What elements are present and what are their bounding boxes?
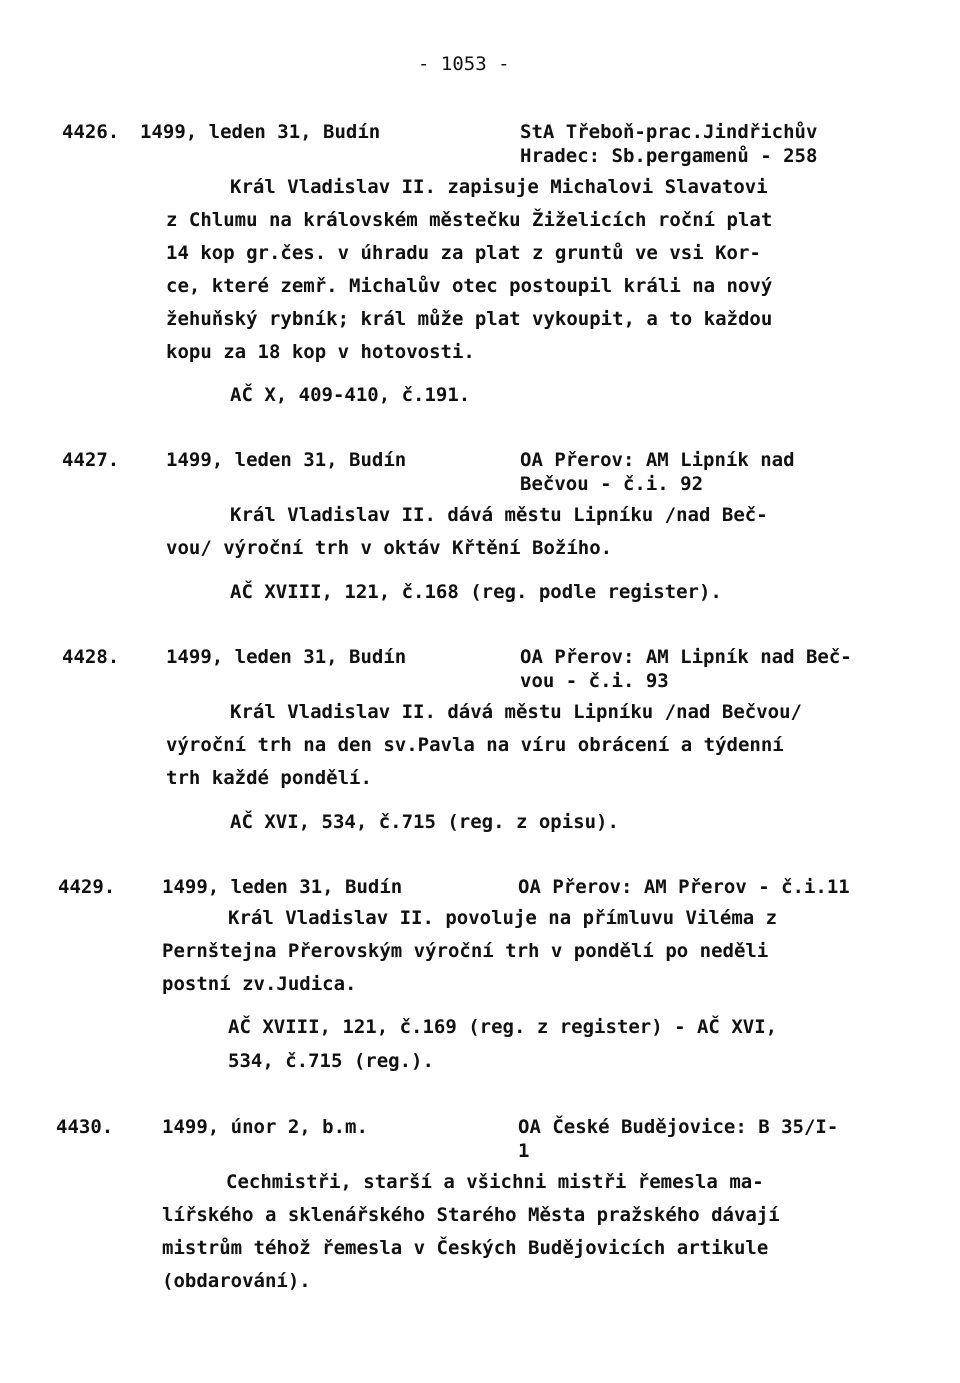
entry-reference: AČ XVIII, 121, č.169 (reg. z register) - AČ XVI, xyxy=(228,1016,778,1038)
entry-text-line: z Chlumu na královském městečku Žiželicích roční plat xyxy=(166,209,773,231)
entry-text-line: (obdarování). xyxy=(162,1270,311,1292)
entry-text-line: 14 kop gr.čes. v úhradu za plat z gruntů ve vsi Kor- xyxy=(166,242,761,264)
entry-date-place: 1499, leden 31, Budín xyxy=(166,449,407,471)
entry-text-line: žehuňský rybník; král může plat vykoupit, a to každou xyxy=(166,308,773,330)
entry-number: 4426. xyxy=(62,121,120,143)
entry-archive-line: 1 xyxy=(518,1140,530,1162)
entry-text-line: postní zv.Judica. xyxy=(162,973,357,995)
entry-text-line: Cechmistři, starší a všichni mistři řemesla ma- xyxy=(226,1171,764,1193)
entry-text-line: Král Vladislav II. dává městu Lipníku /nad Beč- xyxy=(230,504,768,526)
entry-archive-line: StA Třeboň-prac.Jindřichův xyxy=(520,121,818,143)
entry-number: 4428. xyxy=(62,646,120,668)
entry-text-line: Pernštejna Přerovským výroční trh v pondělí po neděli xyxy=(162,940,769,962)
entry-date-place: 1499, únor 2, b.m. xyxy=(162,1116,368,1138)
entry-archive-line: OA Přerov: AM Lipník nad Beč- xyxy=(520,646,852,668)
entry-text-line: lířského a sklenářského Starého Města pražského dávají xyxy=(162,1204,780,1226)
entry-archive-line: vou - č.i. 93 xyxy=(520,670,669,692)
entry-archive-line: OA Přerov: AM Lipník nad xyxy=(520,449,795,471)
page-number: - 1053 - xyxy=(418,53,510,75)
entry-text-line: vou/ výroční trh v oktáv Křtění Božího. xyxy=(166,537,613,559)
entry-reference: 534, č.715 (reg.). xyxy=(228,1050,434,1072)
entry-date-place: 1499, leden 31, Budín xyxy=(140,121,381,143)
entry-reference: AČ XVI, 534, č.715 (reg. z opisu). xyxy=(230,811,619,833)
entry-text-line: kopu za 18 kop v hotovosti. xyxy=(166,341,475,363)
entry-text-line: mistrům téhož řemesla v Českých Budějovicích artikule xyxy=(162,1237,769,1259)
entry-number: 4429. xyxy=(58,876,116,898)
entry-reference: AČ XVIII, 121, č.168 (reg. podle register). xyxy=(230,581,722,603)
entry-archive-line: Hradec: Sb.pergamenů - 258 xyxy=(520,145,818,167)
entry-date-place: 1499, leden 31, Budín xyxy=(162,876,403,898)
entry-archive-line: OA České Budějovice: B 35/I- xyxy=(518,1116,839,1138)
entry-date-place: 1499, leden 31, Budín xyxy=(166,646,407,668)
entry-number: 4427. xyxy=(62,449,120,471)
entry-text-line: Král Vladislav II. zapisuje Michalovi Slavatovi xyxy=(230,176,768,198)
entry-number: 4430. xyxy=(56,1116,114,1138)
entry-archive-line: OA Přerov: AM Přerov - č.i.11 xyxy=(518,876,850,898)
entry-text-line: ce, které zemř. Michalův otec postoupil králi na nový xyxy=(166,275,773,297)
entry-archive-line: Bečvou - č.i. 92 xyxy=(520,473,704,495)
entry-text-line: výroční trh na den sv.Pavla na víru obrácení a týdenní xyxy=(166,734,784,756)
entry-text-line: Král Vladislav II. povoluje na přímluvu Viléma z xyxy=(228,907,778,929)
entry-reference: AČ X, 409-410, č.191. xyxy=(230,384,471,406)
entry-text-line: trh každé pondělí. xyxy=(166,767,372,789)
entry-text-line: Král Vladislav II. dává městu Lipníku /nad Bečvou/ xyxy=(230,701,802,723)
